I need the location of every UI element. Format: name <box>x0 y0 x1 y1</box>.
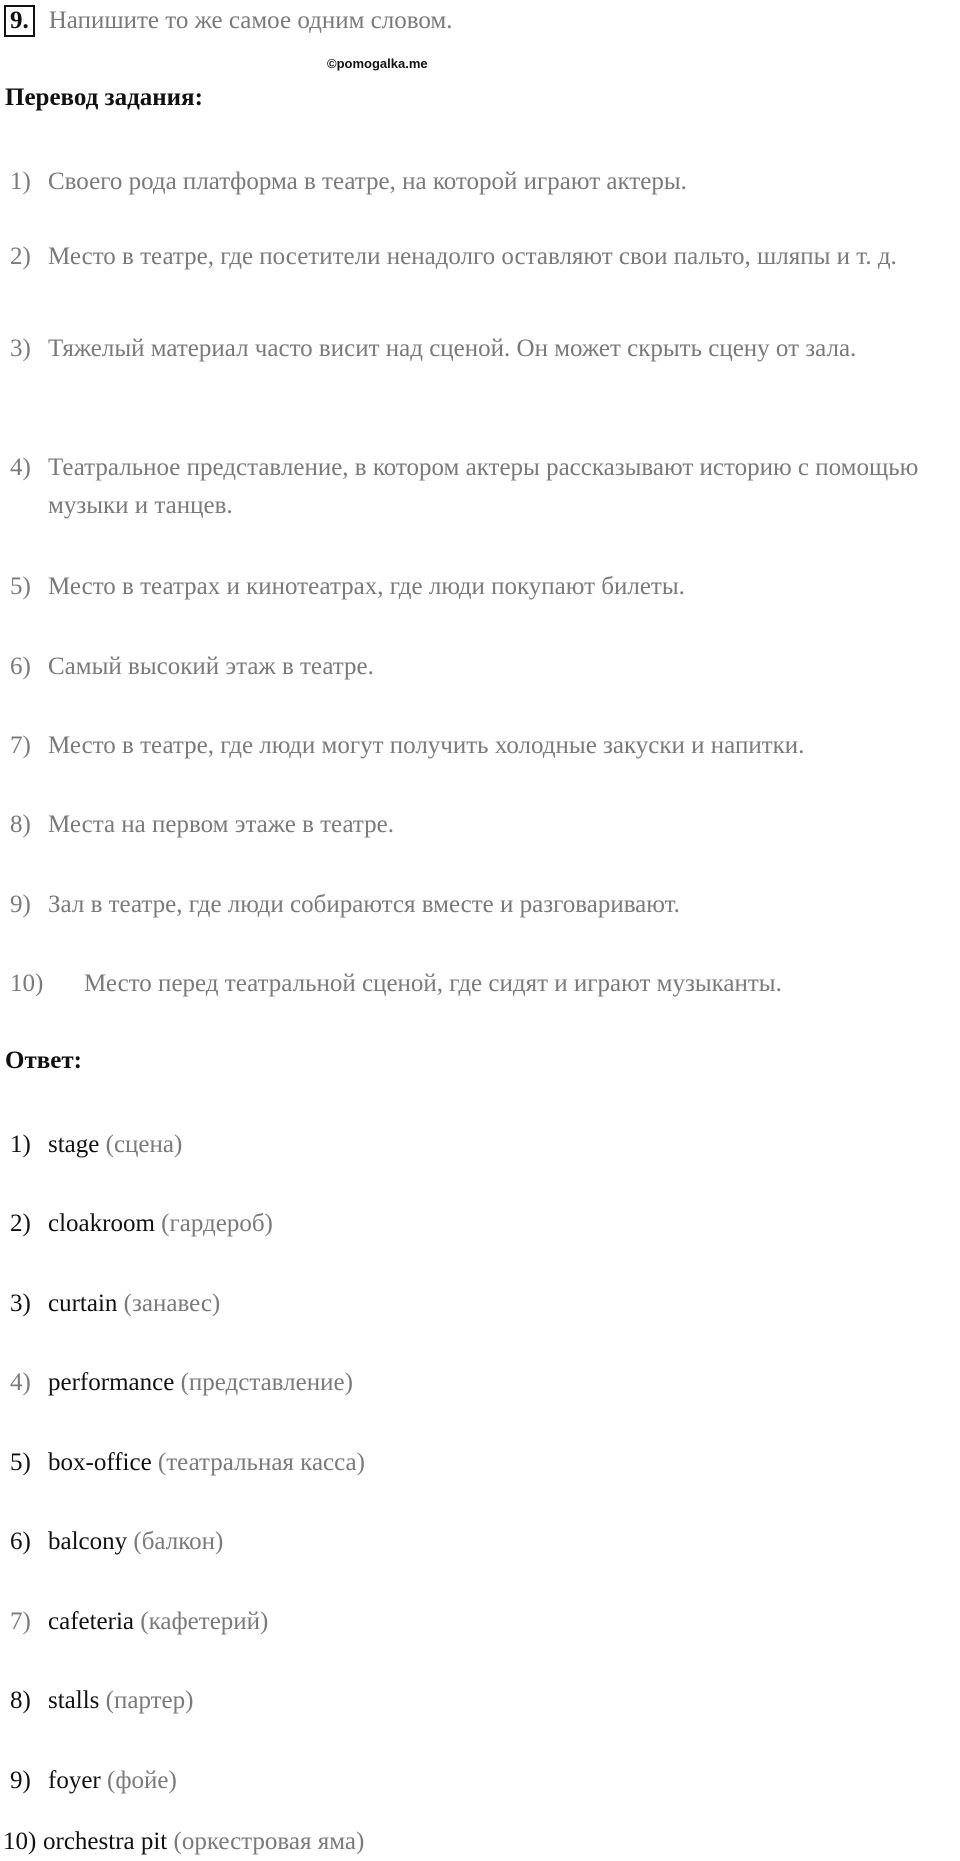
answer-word: balcony <box>48 1528 128 1555</box>
translation-item-4 <box>10 449 955 525</box>
answer-word: performance <box>48 1369 175 1396</box>
item-text: Зал в театре, где люди собираются вместе и разговаривают. <box>48 891 680 918</box>
translation-item-8 <box>10 806 955 844</box>
answer-translation: (сцена) <box>105 1131 183 1158</box>
task-number: 9. <box>4 5 35 37</box>
task-header <box>4 4 452 38</box>
item-text: Места на первом этаже в театре. <box>48 811 394 838</box>
item-text: Театральное представление, в котором актеры рассказывают историю с помощью музыки и танцев. <box>48 454 919 519</box>
answer-translation: (театральная касса) <box>157 1449 365 1476</box>
item-number: 10) <box>3 1828 37 1855</box>
item-number: 9) <box>10 891 31 918</box>
answer-word: cloakroom <box>48 1210 155 1237</box>
answer-item-8 <box>10 1682 955 1720</box>
translation-item-6 <box>10 648 955 686</box>
answer-item-2 <box>10 1205 955 1243</box>
item-text: Место в театре, где посетители ненадолго оставляют свои пальто, шляпы и т. д. <box>48 243 897 270</box>
answer-translation: (кафетерий) <box>140 1608 269 1635</box>
answer-item-7 <box>10 1603 955 1641</box>
item-text: Самый высокий этаж в театре. <box>48 653 374 680</box>
item-number: 3) <box>10 335 31 362</box>
answer-word: orchestra pit <box>43 1828 168 1855</box>
answer-word: stalls <box>48 1687 100 1714</box>
answer-item-4 <box>10 1364 955 1402</box>
answer-word: cafeteria <box>48 1608 135 1635</box>
answer-item-9 <box>10 1762 955 1800</box>
item-number: 6) <box>10 653 31 680</box>
answer-item-1 <box>10 1126 955 1164</box>
answer-word: curtain <box>48 1290 118 1317</box>
item-number: 1) <box>10 1131 31 1158</box>
translation-heading: Перевод задания: <box>5 84 203 111</box>
item-number: 8) <box>10 1687 31 1714</box>
item-number: 7) <box>10 732 31 759</box>
answer-translation: (представление) <box>180 1369 353 1396</box>
translation-item-9 <box>10 886 955 924</box>
translation-item-3 <box>10 330 955 368</box>
translation-item-1 <box>10 163 955 201</box>
translation-item-10 <box>10 965 955 1003</box>
item-text: Место в театре, где люди могут получить холодные закуски и напитки. <box>48 732 805 759</box>
answer-translation: (оркестровая яма) <box>173 1828 365 1855</box>
answer-translation: (партер) <box>105 1687 194 1714</box>
answer-word: foyer <box>48 1767 101 1794</box>
item-text: Место в театрах и кинотеатрах, где люди покупают билеты. <box>48 573 685 600</box>
item-number: 1) <box>10 168 31 195</box>
answer-translation: (фойе) <box>107 1767 177 1794</box>
answer-item-3 <box>10 1285 955 1323</box>
item-text: Своего рода платформа в театре, на которой играют актеры. <box>48 168 687 195</box>
item-number: 9) <box>10 1767 31 1794</box>
translation-item-7 <box>10 727 955 765</box>
item-number: 7) <box>10 1608 31 1635</box>
item-text: Тяжелый материал часто висит над сценой. Он может скрыть сцену от зала. <box>48 335 857 362</box>
translation-item-2 <box>10 238 955 276</box>
watermark: ©pomogalka.me <box>327 56 428 71</box>
item-number: 5) <box>10 1449 31 1476</box>
answer-translation: (занавес) <box>123 1290 221 1317</box>
task-instruction: Напишите то же самое одним словом. <box>48 7 453 34</box>
item-number: 10) <box>10 970 44 997</box>
item-number: 2) <box>10 1210 31 1237</box>
answer-heading: Ответ: <box>5 1047 82 1074</box>
answer-word: stage <box>48 1131 100 1158</box>
item-number: 6) <box>10 1528 31 1555</box>
item-number: 4) <box>10 454 31 481</box>
translation-item-5 <box>10 568 955 606</box>
answer-item-10 <box>3 1823 948 1861</box>
answer-word: box-office <box>48 1449 152 1476</box>
item-number: 4) <box>10 1369 31 1396</box>
answer-item-6 <box>10 1523 955 1561</box>
item-number: 5) <box>10 573 31 600</box>
item-number: 2) <box>10 243 31 270</box>
answer-translation: (гардероб) <box>161 1210 273 1237</box>
item-number: 3) <box>10 1290 31 1317</box>
answer-item-5 <box>10 1444 955 1482</box>
item-text: Место перед театральной сценой, где сидят и играют музыканты. <box>84 970 782 997</box>
item-number: 8) <box>10 811 31 838</box>
answer-translation: (балкон) <box>133 1528 224 1555</box>
